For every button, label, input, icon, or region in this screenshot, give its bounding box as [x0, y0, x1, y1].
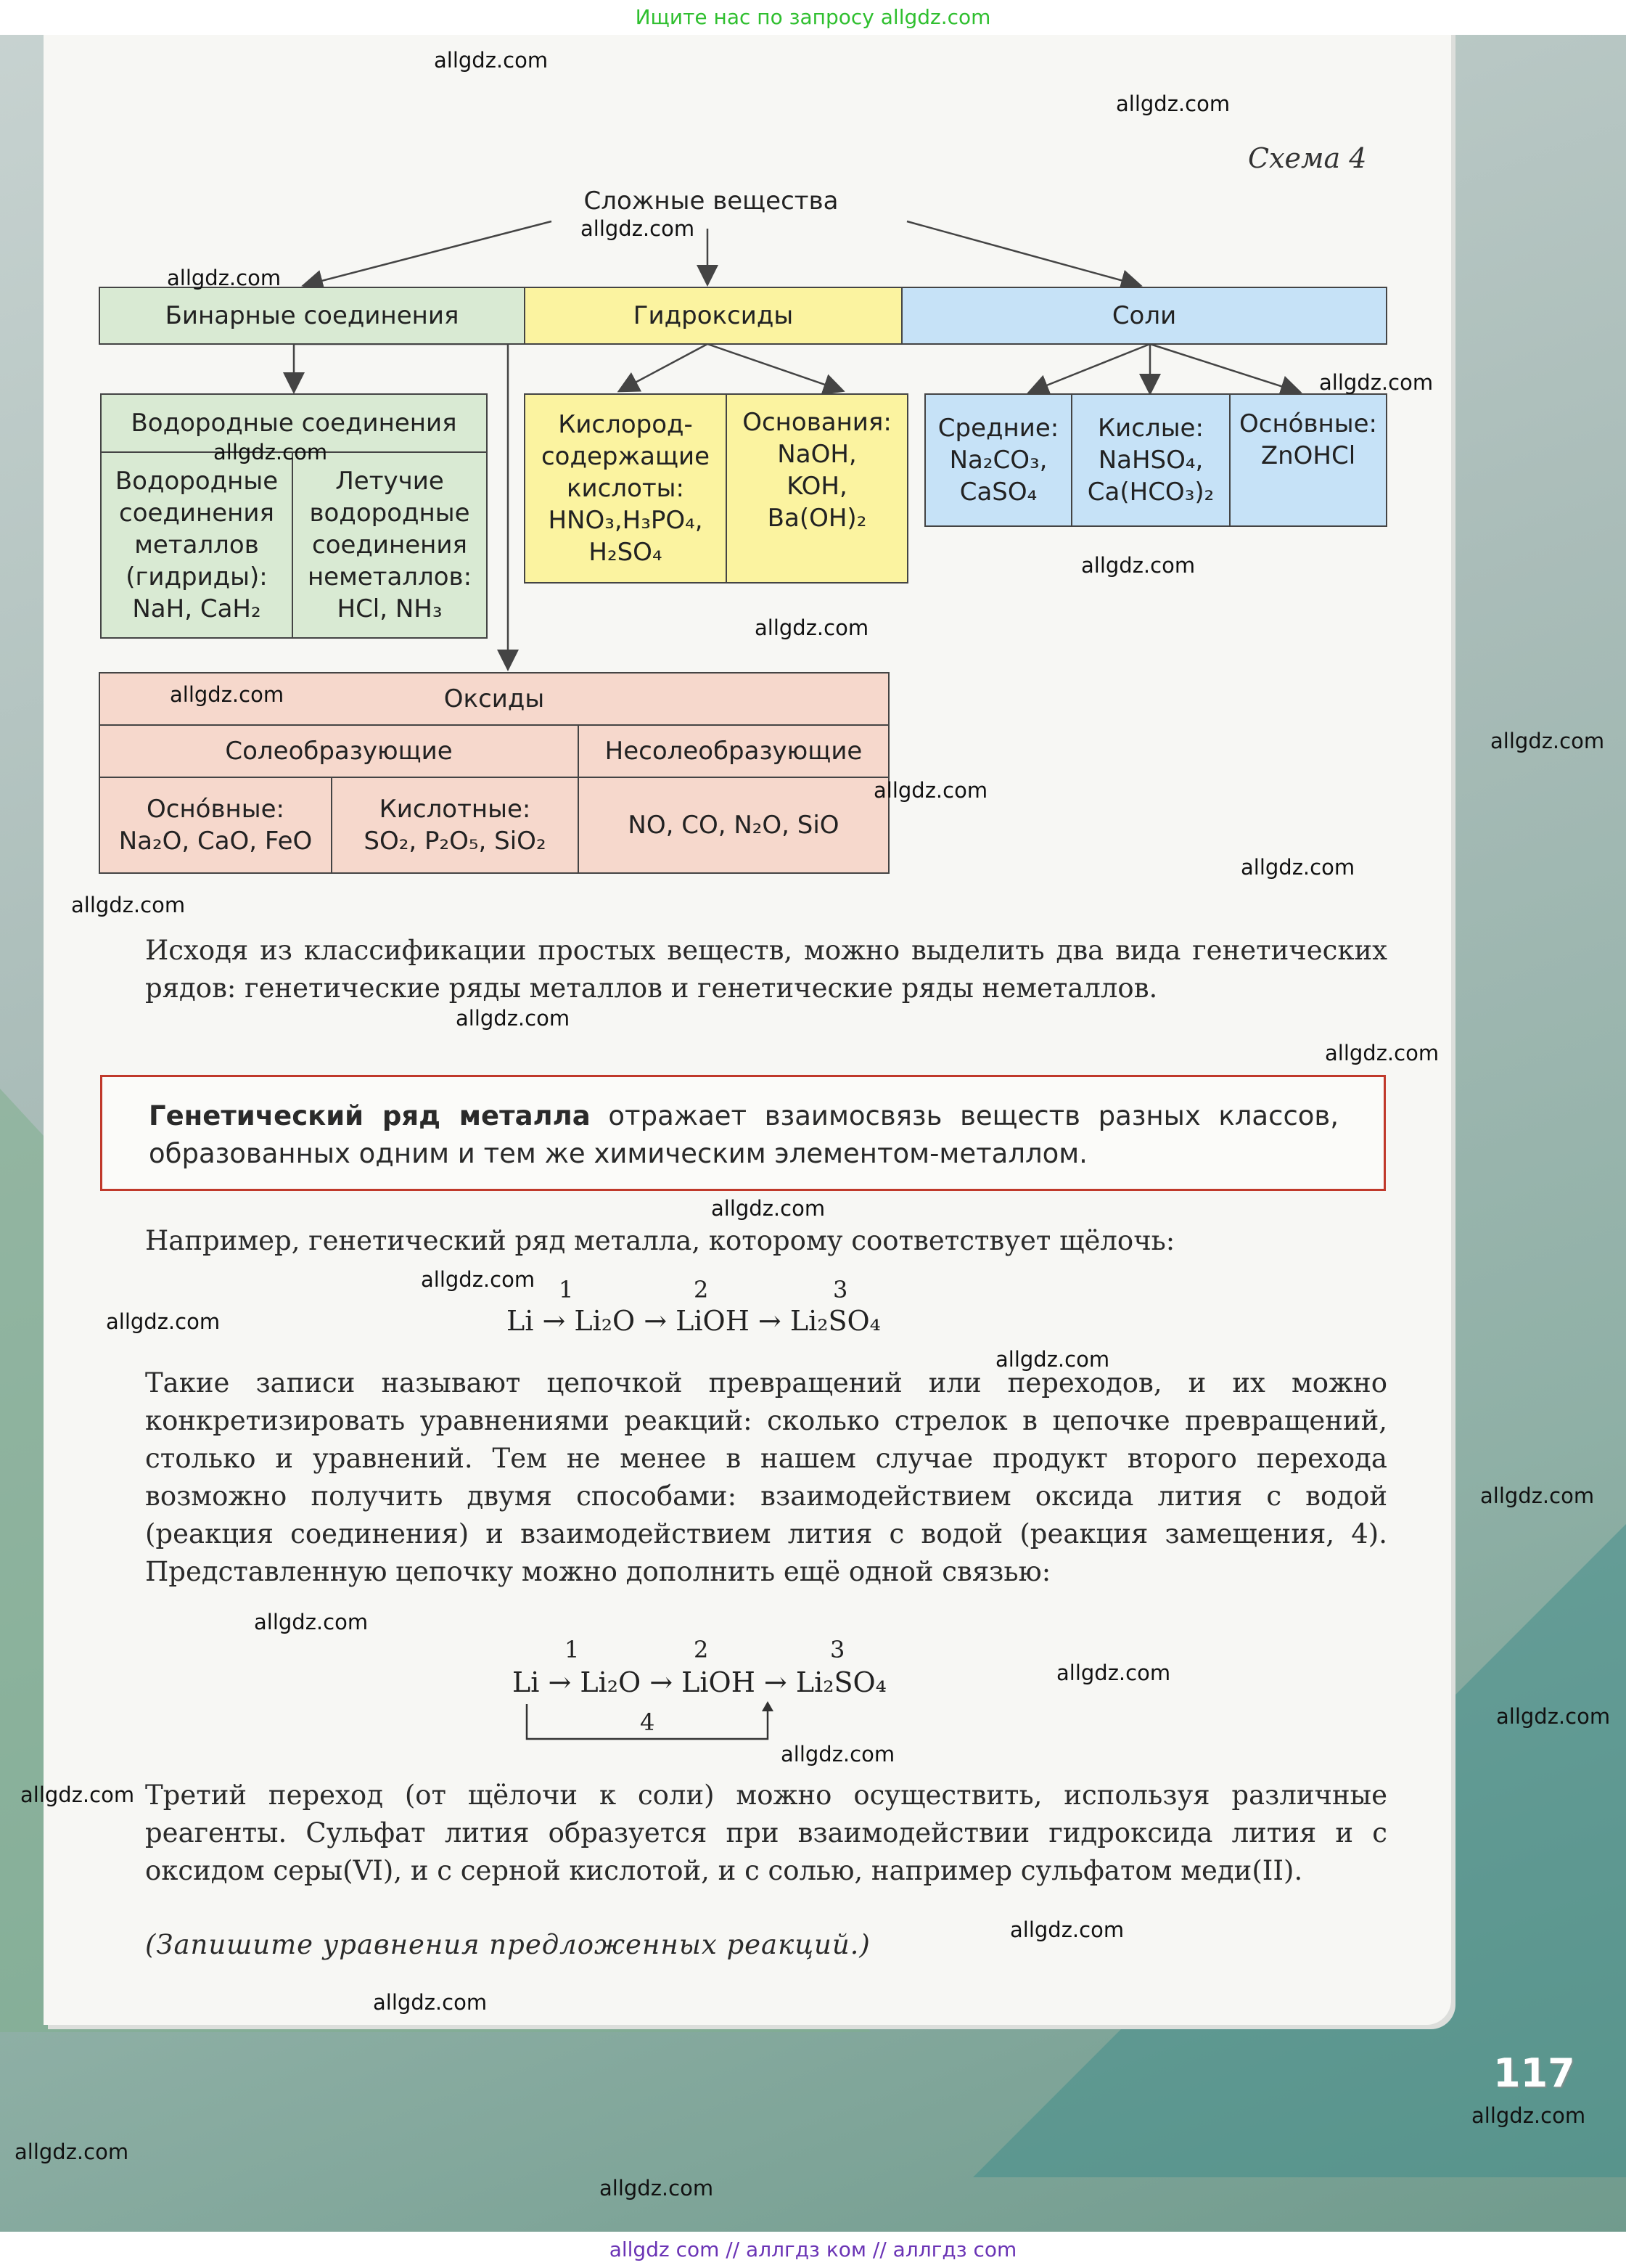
chain-step-number: 3: [830, 1636, 845, 1663]
watermark: allgdz.com: [755, 615, 869, 640]
watermark: allgdz.com: [434, 48, 549, 73]
chain-step-number: 2: [694, 1636, 709, 1663]
scheme-label: Схема 4: [1248, 142, 1367, 174]
watermark: allgdz.com: [1010, 1917, 1125, 1942]
cell-line: металлов: [134, 531, 259, 560]
cell-line: KOH,: [787, 472, 847, 501]
watermark: allgdz.com: [1480, 1483, 1595, 1508]
salts-box: Соли: [901, 287, 1387, 345]
cell-line: H₂SO₄: [588, 538, 662, 567]
cell-line: соединения: [119, 499, 274, 528]
chain-formula-extended: Li → Li₂O → LiOH → Li₂SO₄: [512, 1666, 887, 1698]
watermark: allgdz.com: [170, 682, 284, 707]
cell-line: Ba(OH)₂: [767, 504, 867, 533]
medium-salts-cell: [926, 395, 1072, 525]
page-number: 117: [1493, 2050, 1575, 2096]
definition-box: [100, 1075, 1386, 1191]
hydrogen-compounds-title: Водородные соединения: [102, 395, 486, 453]
watermark: allgdz.com: [580, 216, 695, 241]
watermark: allgdz.com: [1471, 2103, 1586, 2128]
definition-body: отражает взаимосвязь веществ разных классов, образованных одним и тем же химическим элементом-металлом.: [149, 1100, 1339, 1169]
bases-cell: [727, 395, 907, 582]
watermark: allgdz.com: [456, 1006, 570, 1031]
watermark: allgdz.com: [711, 1196, 826, 1221]
salt-forming-title: Солеобразующие: [100, 726, 579, 778]
salt-types-box: [924, 393, 1387, 527]
watermark: allgdz.com: [1490, 729, 1605, 753]
cell-line: неметаллов:: [307, 562, 472, 591]
watermark: allgdz.com: [1241, 855, 1355, 880]
watermark: allgdz.com: [213, 440, 328, 464]
chain-step-number: 2: [694, 1276, 709, 1303]
paragraph-genetic-series: Исходя из классификации простых веществ, можно выделить два вида генетических рядов: генетические ряды металлов и генетические ряды неметаллов.: [145, 935, 1387, 1004]
watermark: allgdz.com: [599, 2176, 714, 2201]
basic-oxides-cell: [100, 778, 332, 872]
cell-line: кислоты:: [567, 474, 684, 503]
watermark: allgdz.com: [106, 1309, 221, 1334]
watermark: allgdz.com: [1325, 1041, 1440, 1065]
cell-line: CaSO₄: [959, 478, 1038, 507]
chain-extra-number: 4: [640, 1708, 655, 1736]
cell-line: Водородные: [115, 467, 279, 496]
definition-text: [149, 1097, 1339, 1173]
cell-line: Кислотные:: [379, 795, 531, 824]
watermark: allgdz.com: [15, 2140, 129, 2164]
cell-line: (гидриды):: [126, 562, 268, 591]
cell-line: Кислые:: [1098, 414, 1204, 443]
watermark: allgdz.com: [1496, 1704, 1611, 1729]
metal-hydrides-cell: [102, 453, 293, 637]
watermark: allgdz.com: [781, 1742, 895, 1766]
cell-line: Na₂O, CaO, FeO: [118, 827, 313, 856]
cell-line: Na₂CO₃,: [949, 446, 1048, 475]
watermark: allgdz.com: [874, 778, 988, 803]
acidic-oxides-cell: [332, 778, 579, 872]
cell-line: HNO₃,H₃PO₄,: [548, 506, 703, 535]
watermark: allgdz.com: [167, 266, 282, 290]
volatile-hydrogen-cell: [293, 453, 486, 637]
watermark: allgdz.com: [254, 1610, 369, 1634]
cell-line: Кислород-: [558, 410, 693, 439]
cell-line: Ca(HCO₃)₂: [1087, 478, 1215, 507]
acids-bases-box: [524, 393, 908, 584]
cell-line: водородные: [309, 499, 470, 528]
cell-line: NaHSO₄,: [1098, 446, 1204, 475]
cell-line: NaOH,: [777, 440, 857, 469]
diagram-root: Сложные вещества: [583, 187, 839, 216]
acidic-salts-cell: [1072, 395, 1231, 525]
cell-line: содержащие: [541, 442, 710, 471]
paragraph-third-transition: Третий переход (от щёлочи к соли) можно осуществить, используя различные реагенты. Сульфат лития образуется при взаимодействии гидроксида лития и с оксидом серы(VI), и с серной кислотой, и с солью, например сульфатом меди(II).: [145, 1780, 1387, 1886]
hydrogen-compounds-box: [100, 393, 488, 639]
bottom-banner[interactable]: allgdz com // аллгдз ком // аллгдз com: [0, 2232, 1626, 2268]
chain-step-number: 1: [564, 1636, 580, 1663]
watermark: allgdz.com: [20, 1782, 135, 1807]
watermark: allgdz.com: [71, 893, 186, 917]
oxygen-acids-cell: [525, 395, 727, 582]
assignment-text: (Запишите уравнения предложенных реакций.): [145, 1929, 871, 1960]
cell-line: ZnOHCl: [1260, 441, 1356, 470]
oxides-title: Оксиды: [100, 674, 888, 726]
watermark: allgdz.com: [1056, 1661, 1171, 1685]
hydroxides-box: Гидроксиды: [524, 287, 903, 345]
chain-step-number: 3: [833, 1276, 848, 1303]
cell-line: HCl, NH₃: [337, 594, 443, 623]
cell-line: соединения: [312, 531, 467, 560]
cell-line: Основания:: [742, 408, 892, 437]
binary-compounds-box: Бинарные соединения: [99, 287, 525, 345]
paragraph-chain-explanation: Такие записи называют цепочкой превращений или переходов, и их можно конкретизировать уравнениями реакций: сколько стрелок в цепочке превращений, столько и уравнений. Тем не менее в нашем случае продукт второго перехода возможно получить двумя способами: взаимодействием оксида лития с водой (реакция соединения) и взаимодействием лития с водой (реакция замещения, 4). Представленную цепочку можно дополнить ещё одной связью:: [145, 1367, 1387, 1587]
watermark: allgdz.com: [995, 1347, 1110, 1372]
non-salt-forming-title: Несолеобразующие: [579, 726, 888, 778]
cell-line: Летучие: [335, 467, 444, 496]
watermark: allgdz.com: [1081, 553, 1196, 578]
cell-line: SO₂, P₂O₅, SiO₂: [364, 827, 546, 856]
paragraph-example: Например, генетический ряд металла, которому соответствует щёлочь:: [145, 1225, 1175, 1256]
chain-formula: Li → Li₂O → LiOH → Li₂SO₄: [506, 1305, 881, 1337]
cell-line: Осно́вные:: [147, 795, 284, 824]
watermark: allgdz.com: [1319, 370, 1434, 395]
watermark: allgdz.com: [421, 1267, 535, 1292]
top-banner[interactable]: Ищите нас по запросу allgdz.com: [0, 0, 1626, 35]
watermark: allgdz.com: [1116, 91, 1231, 116]
watermark: allgdz.com: [373, 1990, 488, 2015]
cell-line: NaH, CaH₂: [132, 594, 261, 623]
basic-salts-cell: [1231, 395, 1386, 525]
cell-line: Средние:: [937, 414, 1059, 443]
definition-term: Генетический ряд металла: [149, 1100, 591, 1131]
cell-line: Осно́вные:: [1239, 409, 1377, 438]
chain-step-number: 1: [559, 1276, 574, 1303]
non-salt-oxides-cell: NO, CO, N₂O, SiO: [628, 811, 839, 840]
